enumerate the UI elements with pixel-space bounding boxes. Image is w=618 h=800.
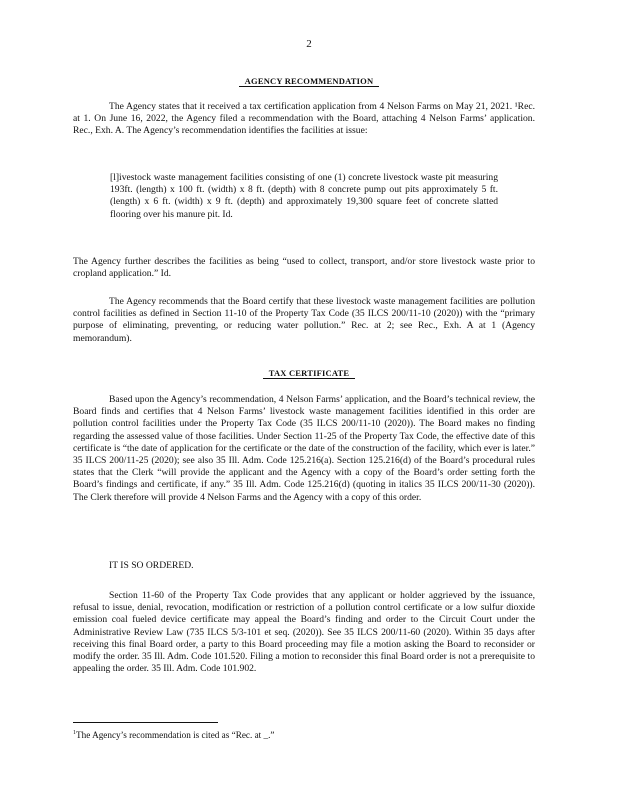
footnote-separator: [73, 722, 218, 723]
appeal-rights-paragraph: Section 11-60 of the Property Tax Code provides that any applicant or holder aggrieved by the issuance, refusal to issue, denial, revocation, modification or restriction of a pollution control certificate or a low sulfur dioxide emission coal fueled device certificate may appeal the Board’s finding and order to the Circuit Court under the Administrative Review Law (735 ILCS 5/3-101 et seq. (2020)). See 35 ILCS 200/11-60 (2020). Within 35 days after receiving this final Board order, a party to this Board proceeding may file a motion asking the Board to reconsider or modify the order. 35 Ill. Adm. Code 101.520. Filing a motion to reconsider this final Board order is not a prerequisite to appealing the order. 35 Ill. Adm. Code 101.902.: [73, 590, 535, 675]
agency-paragraph-2: The Agency further describes the facilities as being “used to collect, transport, and/or store livestock waste prior to cropland application.” Id.: [73, 256, 535, 280]
agency-recommendation-heading: [0, 76, 618, 86]
page-number: 2: [306, 38, 312, 50]
agency-paragraph-3: The Agency recommends that the Board certify that these livestock waste management facilities are pollution control facilities as defined in Section 11-10 of the Property Tax Code (35 ILCS 200/11-10 (2020)) with the “primary purpose of eliminating, preventing, or reducing water pollution.” Rec. at 2; see Rec., Exh. A at 1 (Agency memorandum).: [73, 296, 535, 344]
agency-paragraph-1: The Agency states that it received a tax certification application from 4 Nelson Farms on May 21, 2021. ¹Rec. at 1. On June 16, 2022, the Agency filed a recommendation with the Board, attaching 4 Nelson Farms’ application. Rec., Exh. A. The Agency’s recommendation identifies the facilities at issue:: [73, 101, 535, 137]
tax-certificate-heading-text: TAX CERTIFICATE: [263, 368, 356, 379]
facilities-quote: [l]ivestock waste management facilities consisting of one (1) concrete livestock waste pit measuring 193ft. (length) x 100 ft. (width) x 8 ft. (depth) with 8 concrete pump out pits approximately 5 ft. (length) x 6 ft. (width) x 9 ft. (depth) and approximately 19,300 square feet of concrete slatted flooring over his manure pit. Id.: [110, 172, 498, 220]
footnote: [73, 730, 274, 740]
so-ordered-statement: IT IS SO ORDERED.: [109, 560, 194, 571]
footnote-marker: 1: [73, 730, 76, 736]
footnote-text: The Agency’s recommendation is cited as “Rec. at _.”: [76, 730, 275, 741]
tax-certificate-paragraph: Based upon the Agency’s recommendation, 4 Nelson Farms’ application, and the Board’s technical review, the Board finds and certifies that 4 Nelson Farms’ livestock waste management facilities identified in this order are pollution control facilities under the Property Tax Code (35 ILCS 200/11-10 (2020)). The Board makes no finding regarding the assessed value of those facilities. Under Section 11-25 of the Property Tax Code, the effective date of this certificate is “the date of application for the certificate or the date of the construction of the facility, which ever is later.” 35 ILCS 200/11-25 (2020); see also 35 Ill. Adm. Code 125.216(a). Section 125.216(d) of the Board’s procedural rules states that the Clerk “will provide the applicant and the Agency with a copy of the Board’s order setting forth the Board’s findings and certificate, if any.” 35 Ill. Adm. Code 125.216(d) (quoting in italics 35 ILCS 200/11-30 (2020)). The Clerk therefore will provide 4 Nelson Farms and the Agency with a copy of this order.: [73, 394, 535, 503]
tax-certificate-heading: [0, 368, 618, 378]
agency-recommendation-heading-text: AGENCY RECOMMENDATION: [239, 76, 380, 87]
